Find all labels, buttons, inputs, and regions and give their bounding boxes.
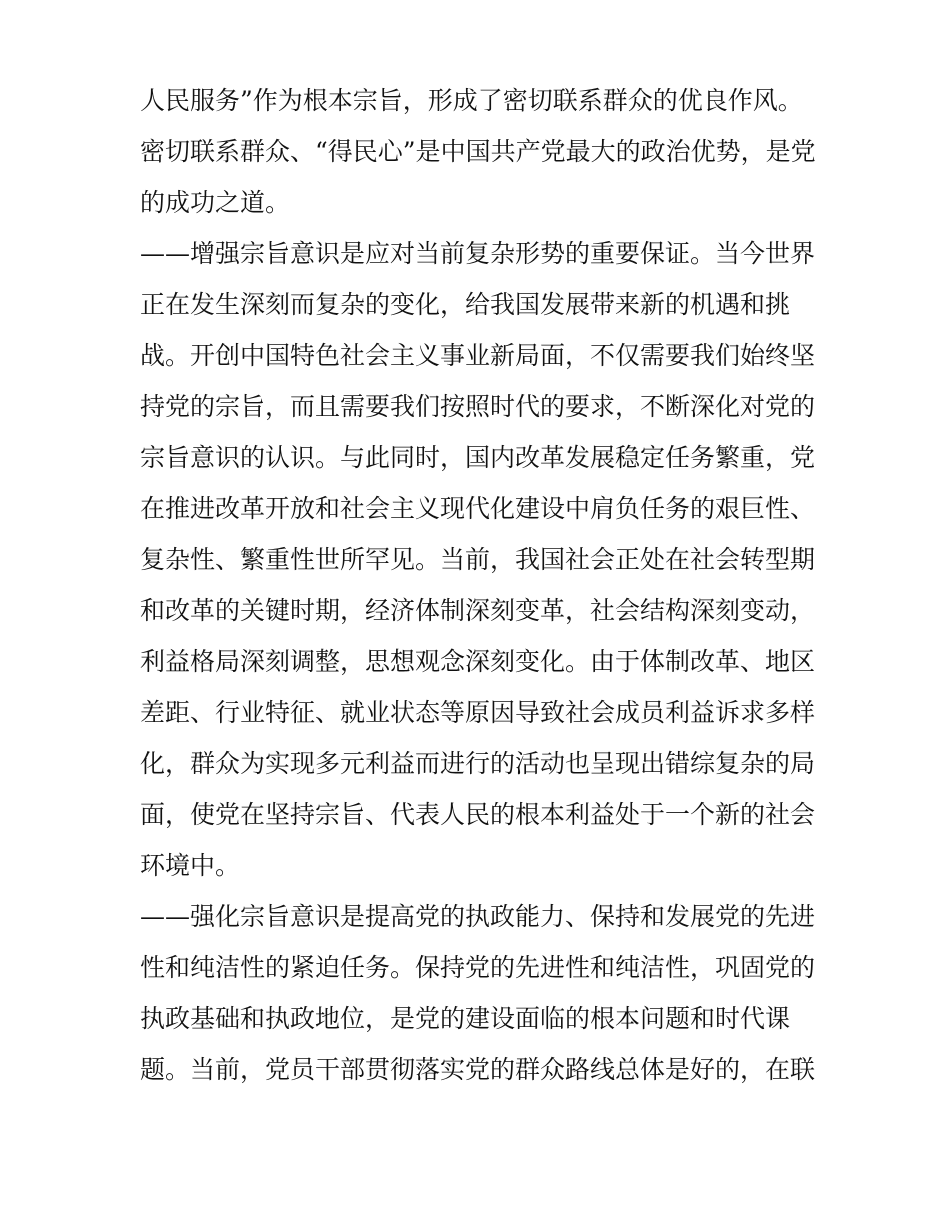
text-line: 环境中。 [140, 851, 241, 880]
text-line: 题。当前，党员干部贯彻落实党的群众路线总体是好的，在联 [140, 1055, 816, 1084]
text-line: 人民服务”作为根本宗旨，形成了密切联系群众的优良作风。 [140, 86, 803, 115]
text-line: 战。开创中国特色社会主义事业新局面，不仅需要我们始终坚 [140, 341, 816, 370]
text-line: 面，使党在坚持宗旨、代表人民的根本利益处于一个新的社会 [140, 800, 816, 829]
text-line: 和改革的关键时期，经济体制深刻变革，社会结构深刻变动， [140, 596, 816, 625]
text-line: 正在发生深刻而复杂的变化，给我国发展带来新的机遇和挑 [140, 290, 791, 319]
text-line: 利益格局深刻调整，思想观念深刻变化。由于体制改革、地区 [140, 647, 816, 676]
text-line: 复杂性、繁重性世所罕见。当前，我国社会正处在社会转型期 [140, 545, 816, 574]
text-line: ——增强宗旨意识是应对当前复杂形势的重要保证。当今世界 [140, 239, 816, 268]
text-line: 的成功之道。 [140, 188, 291, 217]
text-line: 差距、行业特征、就业状态等原因导致社会成员利益诉求多样 [140, 698, 816, 727]
body-text [140, 75, 820, 1095]
text-line: 执政基础和执政地位，是党的建设面临的根本问题和时代课 [140, 1004, 791, 1033]
text-line: 性和纯洁性的紧迫任务。保持党的先进性和纯洁性，巩固党的 [140, 953, 816, 982]
text-line: 持党的宗旨，而且需要我们按照时代的要求，不断深化对党的 [140, 392, 816, 421]
text-line: 宗旨意识的认识。与此同时，国内改革发展稳定任务繁重，党 [140, 443, 816, 472]
text-line: 在推进改革开放和社会主义现代化建设中肩负任务的艰巨性、 [140, 494, 816, 523]
text-line: 化，群众为实现多元利益而进行的活动也呈现出错综复杂的局 [140, 749, 816, 778]
text-line: 密切联系群众、“得民心”是中国共产党最大的政治优势，是党 [140, 137, 816, 166]
text-line: ——强化宗旨意识是提高党的执政能力、保持和发展党的先进 [140, 902, 816, 931]
